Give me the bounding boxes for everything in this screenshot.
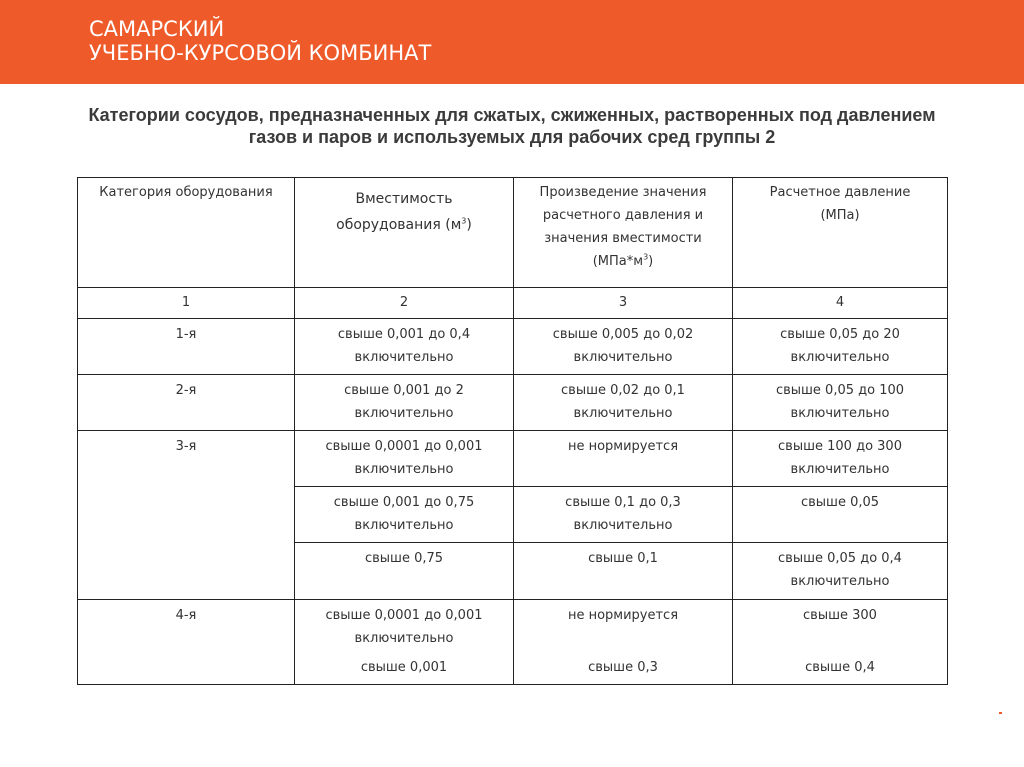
category-2-product-line2: включительно (573, 406, 673, 421)
table-row-category-4 (78, 600, 948, 685)
category-2-product-line1: свыше 0,02 до 0,1 (561, 383, 685, 398)
category-1-pressure-line2: включительно (790, 350, 890, 365)
category-4-capacity-line3: свыше 0,001 (360, 660, 448, 675)
header-product-sup: 3 (643, 252, 649, 262)
column-number-3: 3 (514, 288, 733, 319)
category-1-product-line1: свыше 0,005 до 0,02 (552, 327, 694, 342)
category-4-product-line2: свыше 0,3 (588, 660, 658, 675)
category-4-pressure-line1: свыше 300 (803, 608, 877, 623)
header-category-label: Категория оборудования (99, 185, 273, 200)
header-capacity-line1: Вместимость (355, 191, 453, 207)
category-1-capacity-line1: свыше 0,001 до 0,4 (337, 327, 471, 342)
category-3b-product (514, 487, 733, 543)
category-3b-product-line2: включительно (573, 518, 673, 533)
category-2-capacity (295, 375, 514, 431)
page-title-line1: Категории сосудов, предназначенных для сжатых, сжиженных, растворенных под давлением (88, 105, 936, 125)
category-4-capacity-line2: включительно (354, 631, 454, 646)
category-3c-capacity-line1: свыше 0,75 (364, 551, 444, 566)
column-number-1: 1 (78, 288, 295, 319)
header-capacity-line2: оборудования (м (336, 217, 462, 233)
category-2-pressure-line2: включительно (790, 406, 890, 421)
category-3b-product-line1: свыше 0,1 до 0,3 (565, 495, 681, 510)
category-3c-pressure-line2: включительно (790, 574, 890, 589)
category-2-pressure (733, 375, 948, 431)
category-4-product (514, 600, 733, 685)
header-pressure-line1: Расчетное давление (769, 185, 911, 200)
table-header-row (78, 178, 948, 288)
table-row-category-1 (78, 319, 948, 375)
header-category (78, 178, 295, 288)
category-3a-product-line1: не нормируется (567, 439, 679, 454)
category-1-pressure (733, 319, 948, 375)
category-2-product (514, 375, 733, 431)
category-3c-pressure (733, 543, 948, 600)
header-pressure (733, 178, 948, 288)
page-title-line2: газов и паров и используемых для рабочих сред группы 2 (248, 127, 776, 147)
category-1-product (514, 319, 733, 375)
category-3b-capacity (295, 487, 514, 543)
header-banner (0, 0, 1024, 84)
category-3c-product (514, 543, 733, 600)
category-1-capacity-line2: включительно (354, 350, 454, 365)
header-product-line1: Произведение значения (539, 185, 707, 200)
header-pressure-line2: (МПа) (820, 208, 860, 223)
category-1-pressure-line1: свыше 0,05 до 20 (780, 327, 900, 342)
category-3-label: 3-я (78, 431, 295, 600)
category-4-pressure-line2: свыше 0,4 (805, 660, 875, 675)
banner-title-line1: САМАРСКИЙ (89, 17, 225, 41)
category-3a-pressure (733, 431, 948, 487)
column-number-row (78, 288, 948, 319)
category-4-capacity (295, 600, 514, 685)
header-capacity (295, 178, 514, 288)
category-2-pressure-line1: свыше 0,05 до 100 (775, 383, 905, 398)
vessel-categories-table (77, 177, 948, 685)
header-product-line4: (МПа*м (592, 254, 644, 269)
category-2-capacity-line2: включительно (354, 406, 454, 421)
category-4-label: 4-я (78, 600, 295, 685)
category-1-product-line2: включительно (573, 350, 673, 365)
category-2-label: 2-я (78, 375, 295, 431)
table-row-category-2 (78, 375, 948, 431)
banner-title-line2: УЧЕБНО-КУРСОВОЙ КОМБИНАТ (89, 41, 432, 65)
header-product-line2: расчетного давления и (542, 208, 704, 223)
category-3a-capacity-line1: свыше 0,0001 до 0,001 (325, 439, 483, 454)
category-3a-product (514, 431, 733, 487)
category-3c-capacity (295, 543, 514, 600)
category-3c-pressure-line1: свыше 0,05 до 0,4 (778, 551, 902, 566)
category-3c-product-line1: свыше 0,1 (588, 551, 658, 566)
decorative-dot (999, 712, 1002, 714)
category-1-capacity (295, 319, 514, 375)
category-2-capacity-line1: свыше 0,001 до 2 (344, 383, 464, 398)
category-3b-pressure-line1: свыше 0,05 (800, 495, 880, 510)
category-3a-pressure-line1: свыше 100 до 300 (778, 439, 902, 454)
category-1-label: 1-я (78, 319, 295, 375)
category-4-capacity-line1: свыше 0,0001 до 0,001 (325, 608, 483, 623)
header-product (514, 178, 733, 288)
header-capacity-end: ) (466, 217, 472, 233)
category-3b-capacity-line1: свыше 0,001 до 0,75 (333, 495, 475, 510)
category-4-product-line1: не нормируется (567, 608, 679, 623)
category-4-pressure (733, 600, 948, 685)
category-3b-capacity-line2: включительно (354, 518, 454, 533)
category-3a-pressure-line2: включительно (790, 462, 890, 477)
header-product-line3: значения вместимости (544, 231, 702, 246)
category-3a-capacity (295, 431, 514, 487)
column-number-4: 4 (733, 288, 948, 319)
column-number-2: 2 (295, 288, 514, 319)
header-capacity-sup: 3 (461, 216, 467, 226)
table-row-category-3a (78, 431, 948, 487)
category-3a-capacity-line2: включительно (354, 462, 454, 477)
category-3b-pressure (733, 487, 948, 543)
header-product-end: ) (648, 254, 654, 269)
